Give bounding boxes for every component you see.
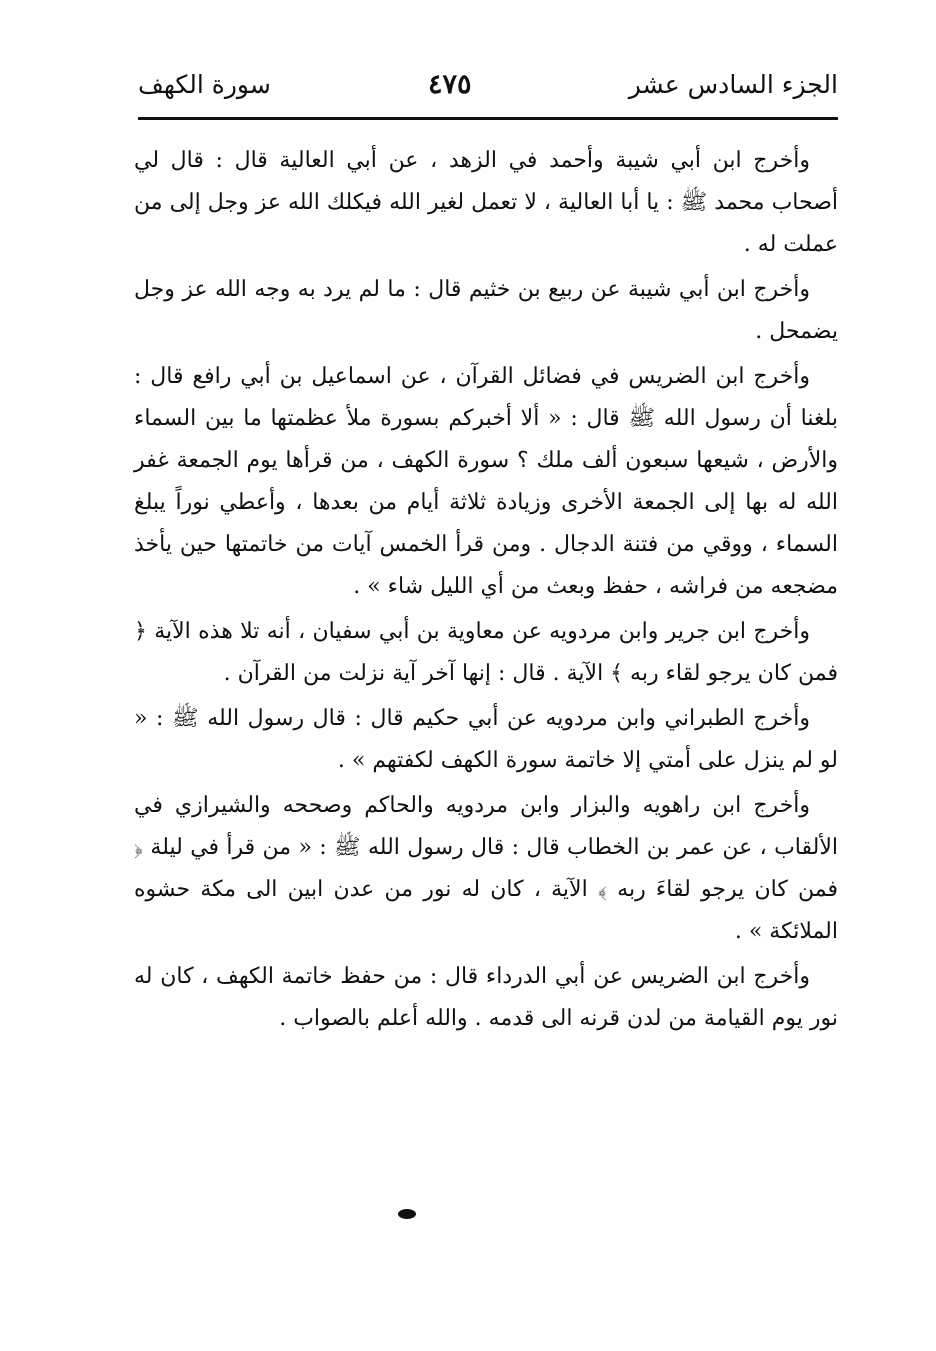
paragraph: وأخرج الطبراني وابن مردويه عن أبي حكيم قال : قال رسول الله ﷺ : « لو لم ينزل على أمتي إلا خاتمة سورة الكهف لكفتهم » . xyxy=(134,706,838,773)
part-title: الجزء السادس عشر xyxy=(628,69,838,99)
paragraph: وأخرج ابن جرير وابن مردويه عن معاوية بن أبي سفيان ، أنه تلا هذه الآية ﴿ فمن كان يرجو لقاء ربه ﴾ الآية . قال : إنها آخر آية نزلت من القرآن . xyxy=(134,619,838,686)
paragraph: وأخرج ابن أبي شيبة وأحمد في الزهد ، عن أبي العالية قال : قال لي أصحاب محمد ﷺ : يا أبا العالية ، لا تعمل لغير الله فيكلك الله عز وجل إلى من عملت له . xyxy=(134,148,838,257)
paragraph: وأخرج ابن راهويه والبزار وابن مردويه والحاكم وصححه والشيرازي في الألقاب ، عن عمر بن الخطاب قال : قال رسول الله ﷺ : « من قرأ في ليلة ﴿ فمن كان يرجو لقاءَ ربه ﴾ الآية ، كان له نور من عدن ابين الى مكة حشوه الملائكة » . xyxy=(134,793,838,944)
surah-title: سورة الكهف xyxy=(138,69,271,99)
end-ornament xyxy=(398,1209,416,1219)
paragraph: وأخرج ابن الضريس في فضائل القرآن ، عن اسماعيل بن أبي رافع قال : بلغنا أن رسول الله ﷺ قال : « ألا أخبركم بسورة ملأ عظمتها ما بين السماء والأرض ، شيعها سبعون ألف ملك ؟ سورة الكهف ، من قرأها يوم الجمعة غفر الله له بها إلى الجمعة الأخرى وزيادة ثلاثة أيام من بعدها ، وأعطي نوراً يبلغ السماء ، ووقي من فتنة الدجال . ومن قرأ الخمس آيات من خاتمتها حين يأخذ مضجعه من فراشه ، حفظ وبعث من أي الليل شاء » . xyxy=(134,364,838,599)
paragraph: وأخرج ابن أبي شيبة عن ربيع بن خثيم قال : ما لم يرد به وجه الله عز وجل يضمحل . xyxy=(134,277,838,344)
paragraph: وأخرج ابن الضريس عن أبي الدرداء قال : من حفظ خاتمة الكهف ، كان له نور يوم القيامة من لدن قرنه الى قدمه . والله أعلم بالصواب . xyxy=(134,964,838,1031)
page-number: ٤٧٥ xyxy=(427,68,472,100)
running-header xyxy=(138,64,838,104)
header-rule xyxy=(138,117,838,120)
body-text xyxy=(134,140,838,1043)
